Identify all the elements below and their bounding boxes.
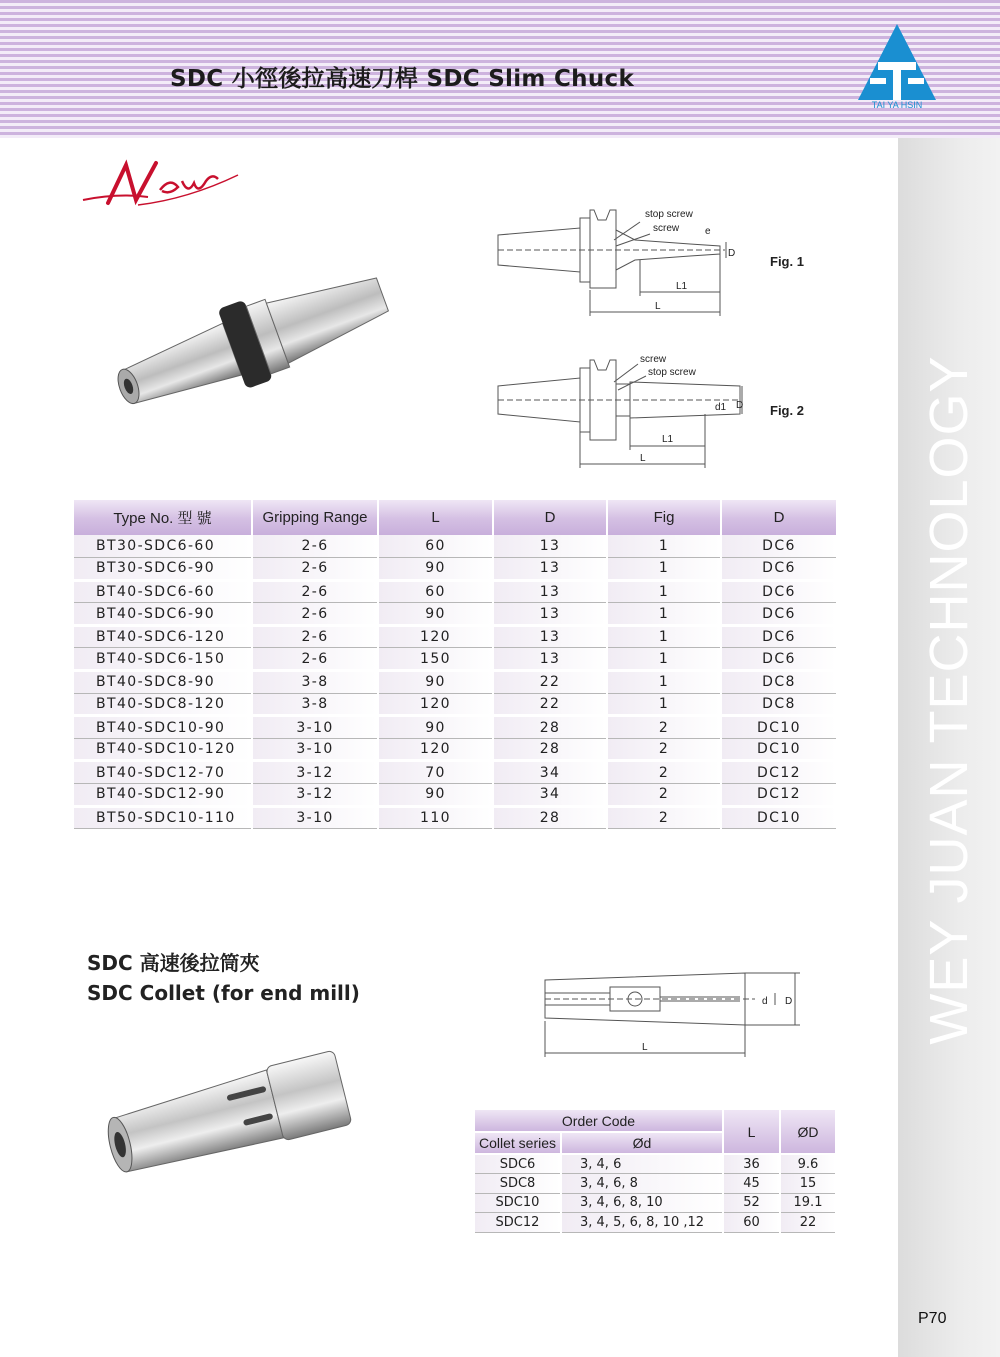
fig1-dim-l: L xyxy=(655,301,661,312)
cell-order-od: 19.1 xyxy=(780,1193,836,1213)
collet-title-zh: SDC 高速後拉筒夾 xyxy=(87,951,260,975)
fig1-drawing xyxy=(490,200,750,320)
cell-collet: DC6 xyxy=(721,603,836,626)
company-logo xyxy=(856,22,938,112)
cell-gripping-range: 2-6 xyxy=(252,648,378,671)
table-row xyxy=(74,580,836,603)
page-number: P70 xyxy=(918,1310,947,1327)
col-collet-series: Collet series xyxy=(475,1132,561,1154)
fig1-callout-screw: screw xyxy=(653,223,680,234)
cell-d: 28 xyxy=(493,716,607,739)
table-row xyxy=(74,806,836,829)
table-row xyxy=(74,716,836,739)
cell-d: 13 xyxy=(493,625,607,648)
fig2-callout-screw: screw xyxy=(640,354,667,365)
cell-fig: 1 xyxy=(607,535,721,558)
cell-fig: 2 xyxy=(607,806,721,829)
collet-dim-l: L xyxy=(642,1042,648,1053)
cell-fig: 1 xyxy=(607,625,721,648)
cell-fig: 1 xyxy=(607,603,721,626)
table-row xyxy=(74,603,836,626)
col-fig: Fig xyxy=(607,500,721,535)
cell-collet: DC6 xyxy=(721,535,836,558)
cell-d: 34 xyxy=(493,784,607,807)
cell-l: 90 xyxy=(378,558,493,581)
fig2-dim-l: L xyxy=(640,453,646,464)
cell-type-no: BT40-SDC6-150 xyxy=(74,648,252,671)
cell-type-no: BT30-SDC6-90 xyxy=(74,558,252,581)
cell-collet: DC6 xyxy=(721,558,836,581)
cell-gripping-range: 3-12 xyxy=(252,761,378,784)
cell-l: 90 xyxy=(378,716,493,739)
table-row xyxy=(74,693,836,716)
fig1-dim-d: D xyxy=(728,248,736,259)
cell-collet: DC12 xyxy=(721,784,836,807)
col-order-l: L xyxy=(723,1110,780,1154)
side-banner-text: WEY JUAN TECHNOLOGY xyxy=(919,355,979,1045)
cell-type-no: BT40-SDC10-120 xyxy=(74,738,252,761)
table-row xyxy=(74,648,836,671)
table-row xyxy=(74,761,836,784)
table-row xyxy=(475,1213,836,1233)
cell-type-no: BT40-SDC10-90 xyxy=(74,716,252,739)
cell-d: 28 xyxy=(493,806,607,829)
cell-gripping-range: 2-6 xyxy=(252,603,378,626)
collet-section-title xyxy=(87,948,360,1008)
cell-l: 90 xyxy=(378,784,493,807)
cell-od-values: 3, 4, 5, 6, 8, 10 ,12 xyxy=(561,1213,723,1233)
cell-fig: 1 xyxy=(607,648,721,671)
cell-d: 22 xyxy=(493,693,607,716)
cell-order-l: 60 xyxy=(723,1213,780,1233)
cell-gripping-range: 3-12 xyxy=(252,784,378,807)
cell-fig: 1 xyxy=(607,671,721,694)
cell-gripping-range: 3-8 xyxy=(252,693,378,716)
cell-type-no: BT40-SDC6-120 xyxy=(74,625,252,648)
cell-gripping-range: 2-6 xyxy=(252,535,378,558)
table-row xyxy=(74,535,836,558)
col-type-no: Type No. 型 號 xyxy=(74,500,252,535)
table-row xyxy=(74,625,836,648)
cell-gripping-range: 3-10 xyxy=(252,738,378,761)
cell-collet: DC10 xyxy=(721,738,836,761)
cell-d: 13 xyxy=(493,603,607,626)
fig2-dim-d: D xyxy=(736,400,744,411)
fig1-label: Fig. 1 xyxy=(770,254,804,269)
cell-collet-series: SDC6 xyxy=(475,1154,561,1174)
col-d: D xyxy=(493,500,607,535)
order-code-table xyxy=(475,1110,837,1233)
col-order-code: Order Code xyxy=(475,1110,723,1132)
table-row xyxy=(74,558,836,581)
cell-d: 28 xyxy=(493,738,607,761)
cell-collet-series: SDC8 xyxy=(475,1174,561,1194)
cell-l: 110 xyxy=(378,806,493,829)
cell-type-no: BT40-SDC8-90 xyxy=(74,671,252,694)
cell-order-l: 52 xyxy=(723,1193,780,1213)
cell-l: 60 xyxy=(378,580,493,603)
cell-d: 34 xyxy=(493,761,607,784)
cell-fig: 2 xyxy=(607,784,721,807)
cell-collet: DC6 xyxy=(721,580,836,603)
cell-order-l: 36 xyxy=(723,1154,780,1174)
table-row xyxy=(74,738,836,761)
cell-type-no: BT50-SDC10-110 xyxy=(74,806,252,829)
slim-chuck-table xyxy=(74,500,836,829)
cell-od-values: 3, 4, 6 xyxy=(561,1154,723,1174)
cell-collet: DC10 xyxy=(721,716,836,739)
cell-l: 60 xyxy=(378,535,493,558)
cell-od-values: 3, 4, 6, 8, 10 xyxy=(561,1193,723,1213)
slim-chuck-photo xyxy=(100,245,400,435)
fig2-drawing xyxy=(490,348,760,468)
new-badge-logo xyxy=(78,155,248,215)
cell-l: 120 xyxy=(378,738,493,761)
cell-l: 70 xyxy=(378,761,493,784)
cell-d: 13 xyxy=(493,648,607,671)
cell-collet: DC6 xyxy=(721,625,836,648)
page-title: SDC 小徑後拉高速刀桿 SDC Slim Chuck xyxy=(170,66,635,92)
cell-gripping-range: 2-6 xyxy=(252,625,378,648)
cell-l: 120 xyxy=(378,625,493,648)
table-row xyxy=(475,1154,836,1174)
cell-type-no: BT30-SDC6-60 xyxy=(74,535,252,558)
cell-l: 150 xyxy=(378,648,493,671)
collet-dim-d: D xyxy=(785,996,793,1007)
table-row xyxy=(475,1174,836,1194)
cell-order-od: 15 xyxy=(780,1174,836,1194)
cell-collet: DC12 xyxy=(721,761,836,784)
logo-text: TAI YA HSIN xyxy=(871,100,923,110)
cell-type-no: BT40-SDC12-70 xyxy=(74,761,252,784)
cell-type-no: BT40-SDC6-90 xyxy=(74,603,252,626)
cell-collet: DC8 xyxy=(721,693,836,716)
col-order-od: ØD xyxy=(780,1110,836,1154)
col-d-collet: D xyxy=(721,500,836,535)
cell-gripping-range: 3-10 xyxy=(252,716,378,739)
cell-collet: DC8 xyxy=(721,671,836,694)
cell-gripping-range: 3-8 xyxy=(252,671,378,694)
cell-order-od: 22 xyxy=(780,1213,836,1233)
cell-gripping-range: 3-10 xyxy=(252,806,378,829)
cell-collet-series: SDC10 xyxy=(475,1193,561,1213)
collet-photo xyxy=(100,1045,360,1175)
cell-fig: 2 xyxy=(607,738,721,761)
cell-fig: 1 xyxy=(607,580,721,603)
cell-fig: 1 xyxy=(607,693,721,716)
fig2-dim-d1: d1 xyxy=(715,402,727,413)
table-row xyxy=(74,784,836,807)
cell-d: 13 xyxy=(493,580,607,603)
cell-collet: DC10 xyxy=(721,806,836,829)
table-row xyxy=(475,1193,836,1213)
cell-collet-series: SDC12 xyxy=(475,1213,561,1233)
cell-d: 13 xyxy=(493,535,607,558)
cell-fig: 1 xyxy=(607,558,721,581)
col-od-small: Ød xyxy=(561,1132,723,1154)
order-header-row-1 xyxy=(475,1110,836,1132)
col-gripping-range: Gripping Range xyxy=(252,500,378,535)
cell-order-od: 9.6 xyxy=(780,1154,836,1174)
cell-type-no: BT40-SDC6-60 xyxy=(74,580,252,603)
cell-fig: 2 xyxy=(607,716,721,739)
cell-fig: 2 xyxy=(607,761,721,784)
cell-l: 90 xyxy=(378,671,493,694)
fig2-label: Fig. 2 xyxy=(770,403,804,418)
fig1-dim-l1: L1 xyxy=(676,281,688,292)
cell-collet: DC6 xyxy=(721,648,836,671)
collet-dim-d-small: d xyxy=(762,996,768,1007)
cell-type-no: BT40-SDC8-120 xyxy=(74,693,252,716)
fig1-callout-stop-screw: stop screw xyxy=(645,209,693,220)
cell-order-l: 45 xyxy=(723,1174,780,1194)
cell-gripping-range: 2-6 xyxy=(252,558,378,581)
cell-gripping-range: 2-6 xyxy=(252,580,378,603)
cell-d: 13 xyxy=(493,558,607,581)
fig2-dim-l1: L1 xyxy=(662,434,674,445)
cell-l: 90 xyxy=(378,603,493,626)
table-header-row xyxy=(74,500,836,535)
cell-d: 22 xyxy=(493,671,607,694)
fig2-callout-stop-screw: stop screw xyxy=(648,367,696,378)
col-l: L xyxy=(378,500,493,535)
table-row xyxy=(74,671,836,694)
cell-od-values: 3, 4, 6, 8 xyxy=(561,1174,723,1194)
fig1-callout-e: e xyxy=(705,226,711,237)
cell-type-no: BT40-SDC12-90 xyxy=(74,784,252,807)
collet-title-en: SDC Collet (for end mill) xyxy=(87,981,360,1005)
cell-l: 120 xyxy=(378,693,493,716)
collet-drawing xyxy=(540,965,810,1060)
